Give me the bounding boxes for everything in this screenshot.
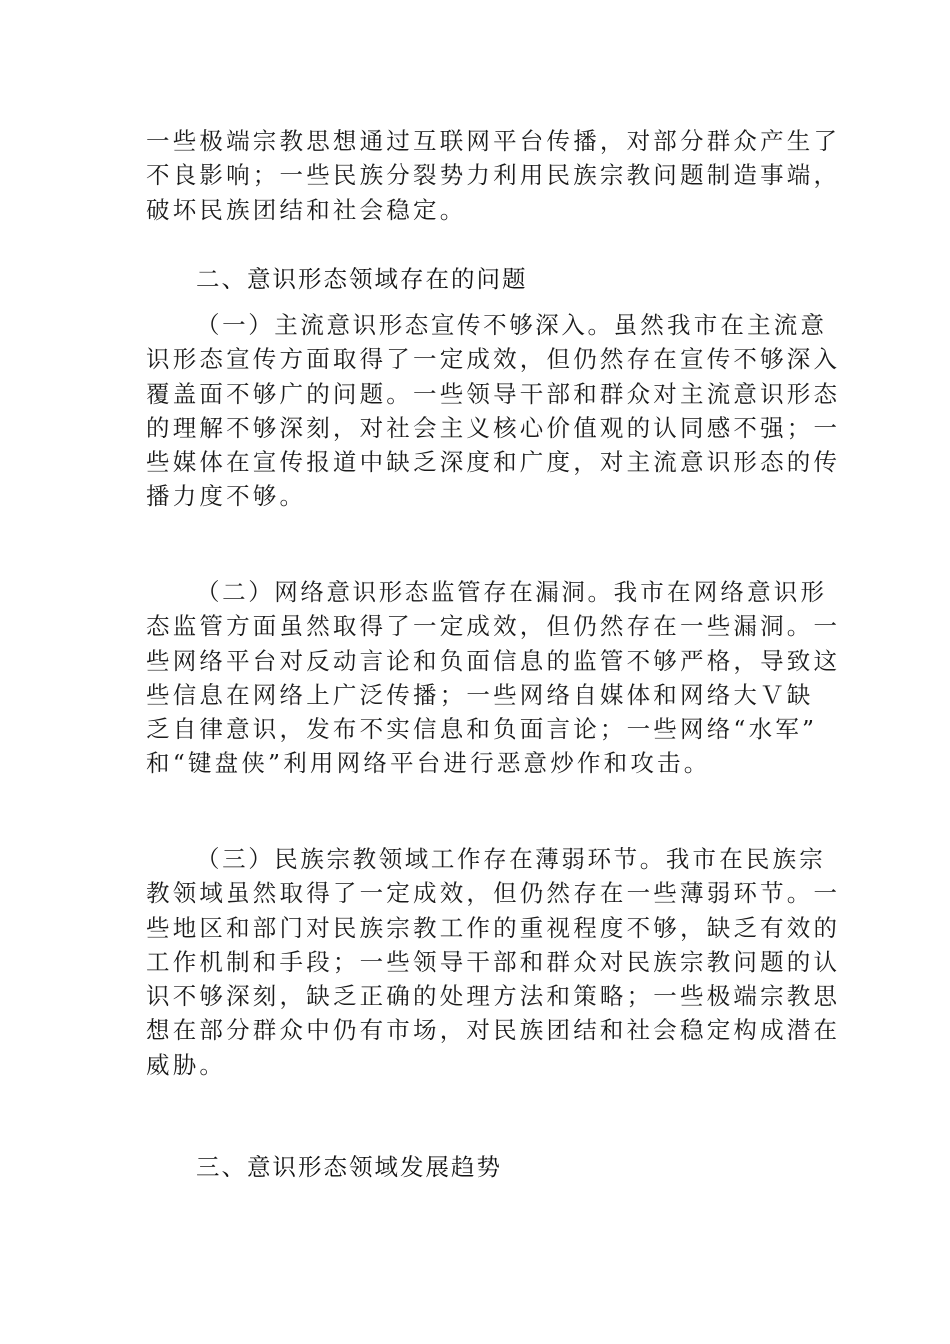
text-line: 识形态宣传方面取得了一定成效，但仍然存在宣传不够深入: [146, 345, 841, 374]
text-line: 些网络平台对反动言论和负面信息的监管不够严格，导致这: [146, 646, 841, 675]
text-line: 的理解不够深刻，对社会主义核心价值观的认同感不强；一: [146, 413, 841, 442]
paragraph-text: 我市在网络意识形: [613, 578, 828, 606]
text-line: 些媒体在宣传报道中缺乏深度和广度，对主流意识形态的传: [146, 448, 841, 477]
text-line: 一些极端宗教思想通过互联网平台传播，对部分群众产生了: [146, 127, 841, 155]
text-line: 些地区和部门对民族宗教工作的重视程度不够，缺乏有效的: [146, 913, 841, 942]
paragraph-first-line: [146, 575, 828, 609]
continuation-paragraph: [146, 124, 841, 227]
text-line: 覆盖面不够广的问题。一些领导干部和群众对主流意识形态: [146, 379, 841, 408]
text-line: 播力度不够。: [146, 482, 307, 511]
text-line: 不良影响；一些民族分裂势力利用民族宗教问题制造事端，: [146, 161, 841, 190]
text-line: 识不够深刻，缺乏正确的处理方法和策略；一些极端宗教思: [146, 982, 841, 1011]
text-line: 教领域虽然取得了一定成效，但仍然存在一些薄弱环节。一: [146, 879, 841, 908]
paragraph-lead: （二）网络意识形态监管存在漏洞。: [196, 578, 614, 606]
text-line: 乏自律意识，发布不实信息和负面言论；一些网络“水军”: [146, 715, 818, 744]
paragraph-text: 我市在民族宗: [665, 845, 827, 873]
section-heading-3: 三、意识形态领域发展趋势: [196, 1153, 502, 1181]
text-line: 态监管方面虽然取得了一定成效，但仍然存在一些漏洞。一: [146, 612, 841, 641]
paragraph-1: [146, 308, 841, 514]
paragraph-2: [146, 575, 841, 781]
text-line: 和“键盘侠”利用网络平台进行恶意炒作和攻击。: [146, 749, 711, 778]
paragraph-first-line: [146, 308, 828, 342]
text-line: 些信息在网络上广泛传播；一些网络自媒体和网络大Ｖ缺: [146, 680, 814, 709]
paragraph-3: [146, 842, 841, 1082]
text-line: 想在部分群众中仍有市场，对民族团结和社会稳定构成潜在: [146, 1016, 841, 1045]
section-heading-2: 二、意识形态领域存在的问题: [196, 265, 528, 293]
text-line: 工作机制和手段；一些领导干部和群众对民族宗教问题的认: [146, 947, 841, 976]
text-line: 破坏民族团结和社会稳定。: [146, 195, 467, 224]
paragraph-lead: （一）主流意识形态宣传不够深入。: [196, 311, 614, 339]
text-line: 威胁。: [146, 1050, 227, 1079]
paragraph-first-line: [146, 842, 827, 876]
paragraph-lead: （三）民族宗教领域工作存在薄弱环节。: [196, 845, 666, 873]
paragraph-text: 虽然我市在主流意: [613, 311, 828, 339]
